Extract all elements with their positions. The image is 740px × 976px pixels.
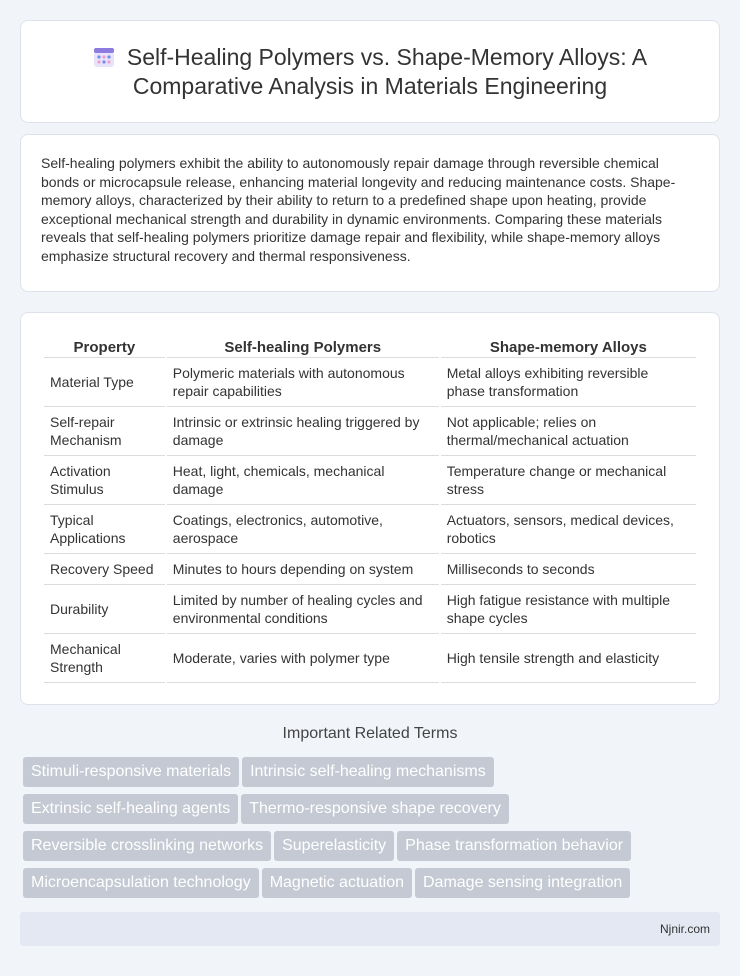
- table-cell: Durability: [44, 585, 165, 634]
- table-row: [44, 554, 696, 585]
- table-row: [44, 407, 696, 456]
- related-term-tag[interactable]: Extrinsic self-healing agents: [23, 794, 238, 824]
- related-term-tag[interactable]: Superelasticity: [274, 831, 394, 861]
- table-cell: Actuators, sensors, medical devices, robotics: [441, 505, 696, 554]
- tag-row: [23, 868, 703, 905]
- tag-row: [23, 757, 703, 794]
- column-header-property: Property: [44, 334, 165, 358]
- table-cell: Not applicable; relies on thermal/mechanical actuation: [441, 407, 696, 456]
- table-cell: High tensile strength and elasticity: [441, 634, 696, 683]
- table-cell: Temperature change or mechanical stress: [441, 456, 696, 505]
- table-cell: Material Type: [44, 358, 165, 407]
- table-cell: Moderate, varies with polymer type: [167, 634, 439, 683]
- related-term-tag[interactable]: Phase transformation behavior: [397, 831, 631, 861]
- related-terms-list: [23, 757, 703, 905]
- summary-text: Self-healing polymers exhibit the ability to autonomously repair damage through reversible chemical bonds or microcapsule release, enhancing material longevity and reducing maintenance costs. Shape-memory alloys, characterized by their ability to return to a predefined shape upon heating, provide exceptional mechanical strength and durability in dynamic environments. Comparing these materials reveals that self-healing polymers prioritize damage repair and flexibility, while shape-memory alloys emphasize structural recovery and thermal responsiveness.: [41, 155, 676, 264]
- related-term-tag[interactable]: Damage sensing integration: [415, 868, 630, 898]
- table-cell: Intrinsic or extrinsic healing triggered by damage: [167, 407, 439, 456]
- table-row: [44, 358, 696, 407]
- related-term-tag[interactable]: Reversible crosslinking networks: [23, 831, 271, 861]
- tag-row: [23, 794, 703, 831]
- related-term-tag[interactable]: Microencapsulation technology: [23, 868, 259, 898]
- calendar-icon: [93, 46, 115, 68]
- table-cell: Polymeric materials with autonomous repair capabilities: [167, 358, 439, 407]
- table-cell: Recovery Speed: [44, 554, 165, 585]
- table-cell: Self-repair Mechanism: [44, 407, 165, 456]
- table-cell: Heat, light, chemicals, mechanical damage: [167, 456, 439, 505]
- related-terms-heading: Important Related Terms: [282, 725, 458, 742]
- related-term-tag[interactable]: Magnetic actuation: [262, 868, 412, 898]
- page-title: Self-Healing Polymers vs. Shape-Memory Alloys: A Comparative Analysis in Materials Engineering: [126, 44, 648, 99]
- related-term-tag[interactable]: Stimuli-responsive materials: [23, 757, 239, 787]
- related-term-tag[interactable]: Thermo-responsive shape recovery: [241, 794, 509, 824]
- table-row: [44, 456, 696, 505]
- table-cell: Milliseconds to seconds: [441, 554, 696, 585]
- table-card: [20, 312, 720, 705]
- table-cell: Coatings, electronics, automotive, aerospace: [167, 505, 439, 554]
- table-row: [44, 505, 696, 554]
- table-cell: Metal alloys exhibiting reversible phase transformation: [441, 358, 696, 407]
- footer: [20, 912, 720, 946]
- comparison-table: [42, 334, 698, 683]
- table-header-row: [44, 334, 696, 358]
- table-cell: Typical Applications: [44, 505, 165, 554]
- table-cell: Activation Stimulus: [44, 456, 165, 505]
- column-header-self-healing-polymers: Self-healing Polymers: [167, 334, 439, 358]
- page-title-wrap: [21, 43, 719, 101]
- footer-site-link[interactable]: Njnir.com: [659, 922, 710, 936]
- table-cell: Mechanical Strength: [44, 634, 165, 683]
- title-card: [20, 20, 720, 123]
- related-term-tag[interactable]: Intrinsic self-healing mechanisms: [242, 757, 494, 787]
- column-header-shape-memory-alloys: Shape-memory Alloys: [441, 334, 696, 358]
- summary-card: [20, 134, 720, 292]
- table-row: [44, 634, 696, 683]
- table-row: [44, 585, 696, 634]
- table-cell: Minutes to hours depending on system: [167, 554, 439, 585]
- table-cell: Limited by number of healing cycles and environmental conditions: [167, 585, 439, 634]
- table-cell: High fatigue resistance with multiple shape cycles: [441, 585, 696, 634]
- tag-row: [23, 831, 703, 868]
